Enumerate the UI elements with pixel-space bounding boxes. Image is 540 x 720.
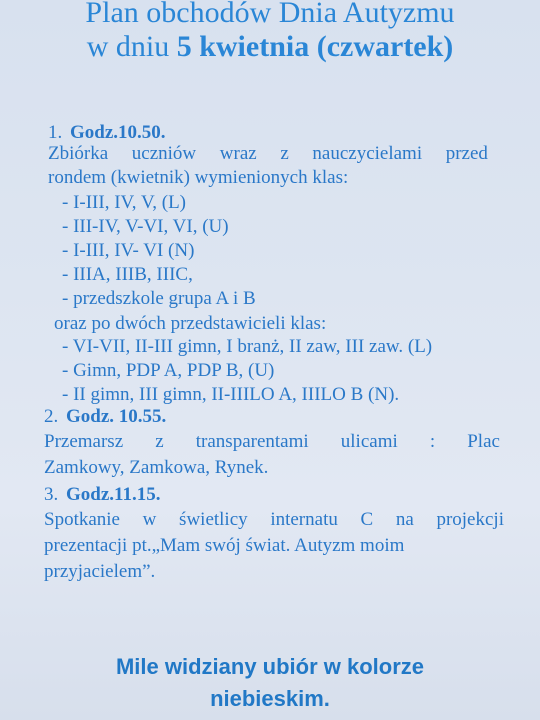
title-date-prefix: w dniu [86, 30, 177, 63]
item-3-number: 3. [44, 484, 59, 505]
item-3-line-2: prezentacji pt.„Mam swój świat. Autyzm moim [44, 535, 405, 556]
item-2-number: 2. [44, 406, 59, 427]
footer-line-1: Mile widziany ubiór w kolorze [115, 654, 425, 679]
item-1-line-7: - przedszkole grupa A i B [62, 288, 256, 309]
item-1-line-1-text: Zbiórka uczniów wraz z nauczycielami przed [48, 143, 488, 164]
item-2-time: Godz. 10.55. [66, 406, 167, 427]
item-3-time: Godz.11.15. [66, 484, 161, 505]
item-1-line-6: - IIIA, IIIB, IIIC, [62, 264, 193, 285]
title-line-1: Plan obchodów Dnia Autyzmu [85, 0, 455, 29]
title-line-2 [0, 30, 540, 64]
item-1-line-9: - VI-VII, II-III gimn, I branż, II zaw, III zaw. (L) [62, 336, 433, 357]
item-3-header [44, 483, 160, 507]
item-1-line-11: - II gimn, III gimn, II-IIILO A, IIILO B (N). [62, 384, 400, 405]
item-3-line-3: przyjacielem”. [44, 561, 156, 582]
item-2-line-1-text: Przemarsz z transparentami ulicami : Plac [44, 431, 500, 452]
item-1-line-1 [48, 142, 488, 166]
title-date: 5 kwietnia (czwartek) [176, 30, 454, 63]
item-1-line-5: - I-III, IV- VI (N) [62, 240, 195, 261]
item-3-line-1 [44, 508, 504, 532]
item-2-line-2: Zamkowy, Zamkowa, Rynek. [44, 457, 269, 478]
item-1-line-8: oraz po dwóch przedstawicieli klas: [54, 313, 327, 334]
item-1-number: 1. [48, 122, 63, 143]
item-1-line-4: - III-IV, V-VI, VI, (U) [62, 216, 229, 237]
footer-line-2: niebieskim. [210, 686, 330, 711]
item-1-line-10: - Gimn, PDP A, PDP B, (U) [62, 360, 275, 381]
item-1-line-2: rondem (kwietnik) wymienionych klas: [48, 167, 349, 188]
item-3-line-1-text: Spotkanie w świetlicy internatu C na projekcji [44, 509, 504, 530]
item-1-time: Godz.10.50. [70, 122, 166, 143]
item-2-line-1 [44, 430, 500, 454]
item-1-line-3: - I-III, IV, V, (L) [62, 192, 187, 213]
item-2-header [44, 405, 166, 429]
